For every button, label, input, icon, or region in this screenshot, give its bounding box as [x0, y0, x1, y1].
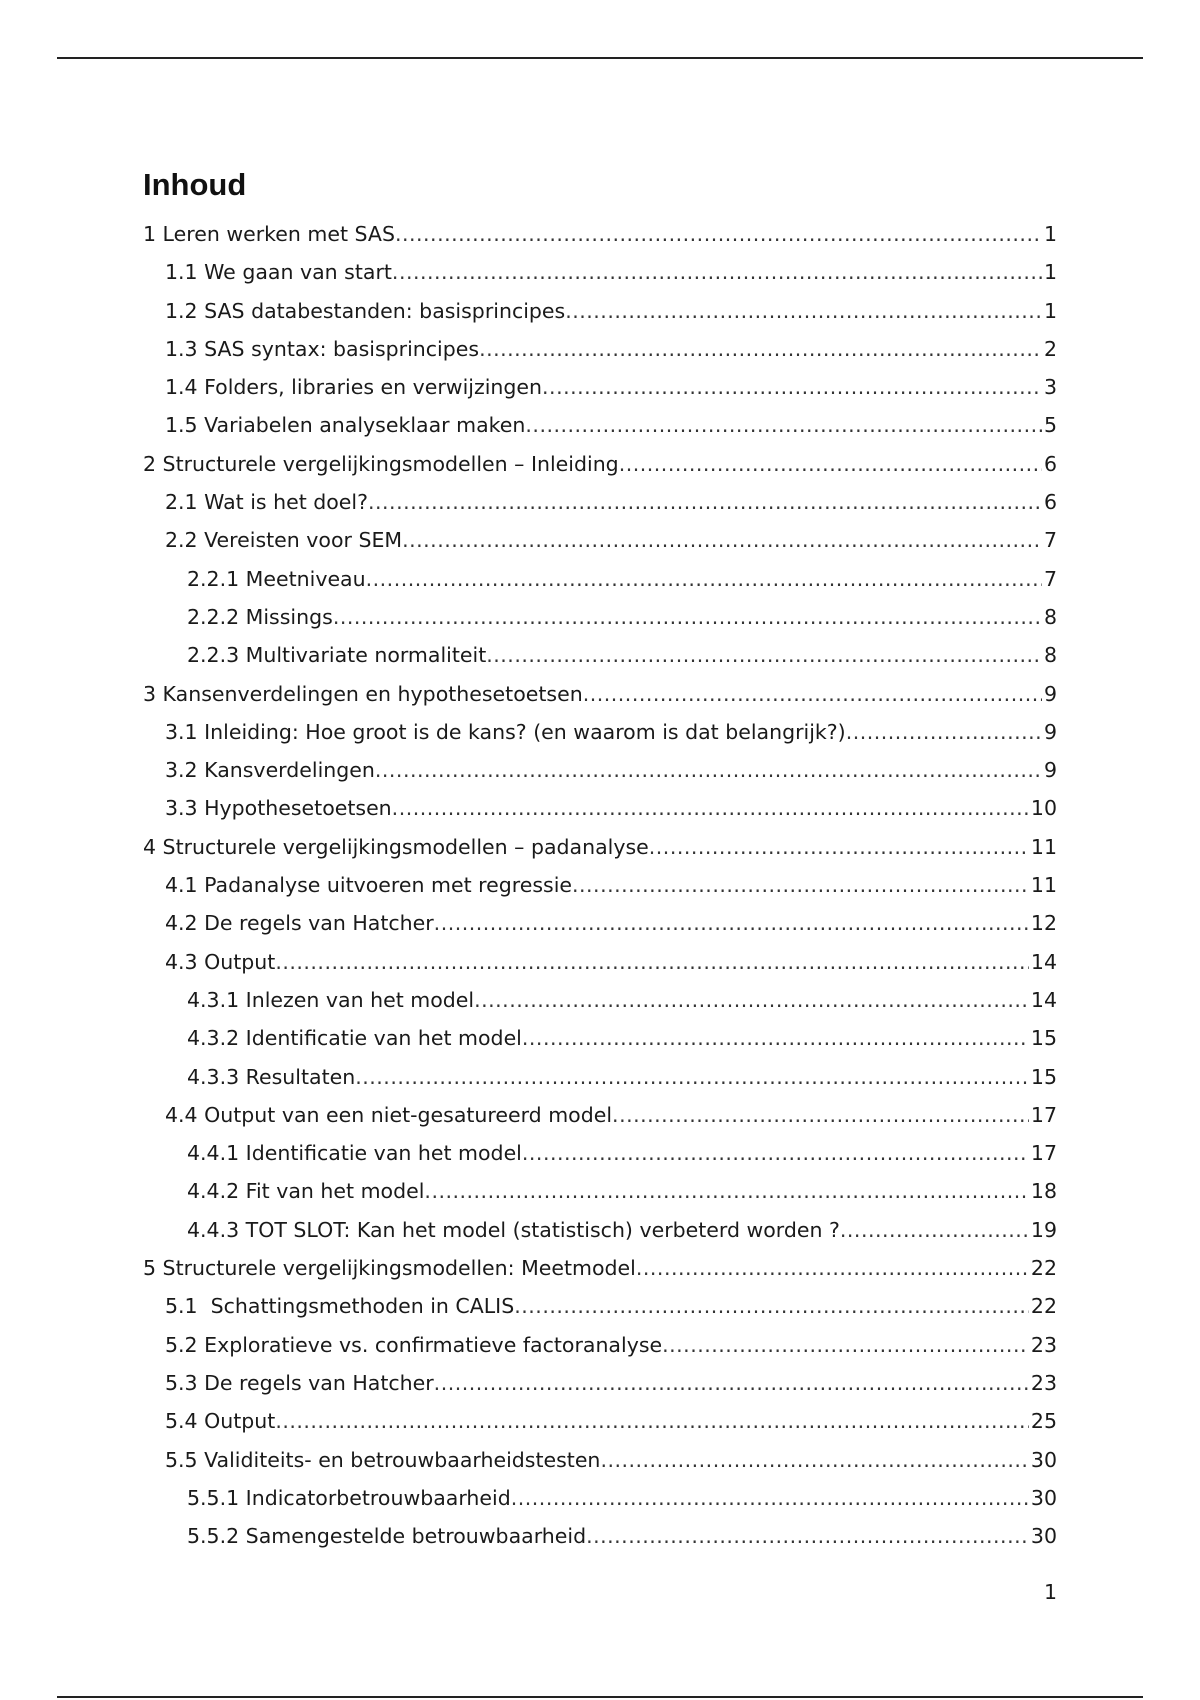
toc-entry[interactable]: [143, 292, 1057, 330]
dot-leader: [402, 521, 1042, 559]
toc-entry-title: 3.1 Inleiding: Hoe groot is de kans? (en waarom is dat belangrijk?): [165, 719, 846, 744]
toc-entry[interactable]: [143, 368, 1057, 406]
toc-entry-title: 5 Structurele vergelijkingsmodellen: Meetmodel: [143, 1256, 636, 1281]
toc-entry[interactable]: [143, 866, 1057, 904]
toc-entry[interactable]: [143, 713, 1057, 751]
toc-entry[interactable]: [143, 1479, 1057, 1517]
toc-entry-title: 4.4.2 Fit van het model: [187, 1179, 425, 1204]
toc-entry-title: 5.5.2 Samengestelde betrouwbaarheid: [187, 1524, 587, 1549]
toc-entry-page: 11: [1030, 834, 1057, 859]
toc-entry[interactable]: [143, 1402, 1057, 1440]
toc-entry-title: 4.1 Padanalyse uitvoeren met regressie: [165, 873, 572, 898]
toc-entry[interactable]: [143, 636, 1057, 674]
dot-leader: [846, 713, 1042, 751]
toc-entry[interactable]: [143, 751, 1057, 789]
toc-entry-title: 1.3 SAS syntax: basisprincipes: [165, 336, 480, 361]
toc-entry-title: 1.5 Variabelen analyseklaar maken: [165, 413, 526, 438]
toc-entry-page: 10: [1030, 796, 1057, 821]
toc-entry-page: 3: [1043, 375, 1057, 400]
dot-leader: [572, 866, 1029, 904]
toc-entry-page: 18: [1030, 1179, 1057, 1204]
toc-entry-page: 2: [1043, 336, 1057, 361]
dot-leader: [636, 1249, 1029, 1287]
dot-leader: [333, 598, 1042, 636]
toc-entry[interactable]: [143, 560, 1057, 598]
dot-leader: [619, 445, 1042, 483]
toc-entry-page: 23: [1030, 1332, 1057, 1357]
toc-entry[interactable]: [143, 1058, 1057, 1096]
toc-entry-title: 5.1 Schattingsmethoden in CALIS: [165, 1294, 515, 1319]
toc-entry-title: 3 Kansenverdelingen en hypothesetoetsen: [143, 681, 583, 706]
dot-leader: [434, 1364, 1029, 1402]
toc-entry-page: 12: [1030, 911, 1057, 936]
toc-entry[interactable]: [143, 904, 1057, 942]
toc-entry-page: 15: [1030, 1064, 1057, 1089]
toc-entry-page: 11: [1030, 873, 1057, 898]
toc-entry[interactable]: [143, 598, 1057, 636]
toc-entry-title: 4.4.3 TOT SLOT: Kan het model (statistisch) verbeterd worden ?: [187, 1217, 840, 1242]
dot-leader: [583, 675, 1042, 713]
toc-entry-page: 23: [1030, 1370, 1057, 1395]
dot-leader: [434, 904, 1029, 942]
toc-entry-page: 14: [1030, 987, 1057, 1012]
toc-entry-page: 30: [1030, 1485, 1057, 1510]
toc-entry-title: 1.2 SAS databestanden: basisprincipes: [165, 298, 566, 323]
toc-entry[interactable]: [143, 330, 1057, 368]
toc-entry-title: 4.3.2 Identificatie van het model: [187, 1026, 522, 1051]
toc-entry-page: 22: [1030, 1256, 1057, 1281]
dot-leader: [514, 1287, 1029, 1325]
toc-entry[interactable]: [143, 943, 1057, 981]
toc-entry-title: 3.2 Kansverdelingen: [165, 758, 375, 783]
toc-entry-title: 5.2 Exploratieve vs. confirmatieve factoranalyse: [165, 1332, 663, 1357]
toc-entry-title: 4.4.1 Identificatie van het model: [187, 1141, 522, 1166]
toc-entry[interactable]: [143, 1364, 1057, 1402]
toc-entry-page: 9: [1043, 681, 1057, 706]
toc-entry[interactable]: [143, 253, 1057, 291]
dot-leader: [662, 1326, 1029, 1364]
toc-entry[interactable]: [143, 1441, 1057, 1479]
toc-entry[interactable]: [143, 1517, 1057, 1555]
toc-entry-page: 8: [1043, 604, 1057, 629]
dot-leader: [542, 368, 1042, 406]
toc-entry[interactable]: [143, 981, 1057, 1019]
toc-entry[interactable]: [143, 1096, 1057, 1134]
toc-entry[interactable]: [143, 1326, 1057, 1364]
dot-leader: [474, 981, 1029, 1019]
toc-entry-page: 14: [1030, 949, 1057, 974]
toc-entry-page: 25: [1030, 1409, 1057, 1434]
dot-leader: [511, 1479, 1029, 1517]
toc-entry-title: 2.2.2 Missings: [187, 604, 333, 629]
page-number: 1: [1043, 1580, 1057, 1604]
dot-leader: [392, 253, 1042, 291]
toc-entry-page: 22: [1030, 1294, 1057, 1319]
dot-leader: [586, 1517, 1029, 1555]
toc-entry-page: 6: [1043, 451, 1057, 476]
dot-leader: [392, 789, 1029, 827]
header-rule: [57, 57, 1143, 59]
toc-entry-title: 4.2 De regels van Hatcher: [165, 911, 434, 936]
dot-leader: [525, 406, 1042, 444]
toc-entry-title: 4.4 Output van een niet-gesatureerd model: [165, 1102, 613, 1127]
toc-entry[interactable]: [143, 521, 1057, 559]
dot-leader: [522, 1134, 1029, 1172]
toc-entry[interactable]: [143, 1249, 1057, 1287]
toc-entry-page: 30: [1030, 1447, 1057, 1472]
toc-entry[interactable]: [143, 1287, 1057, 1325]
toc-entry[interactable]: [143, 1019, 1057, 1057]
toc-entry-title: 2 Structurele vergelijkingsmodellen – Inleiding: [143, 451, 619, 476]
toc-entry-page: 9: [1043, 758, 1057, 783]
toc-entry[interactable]: [143, 406, 1057, 444]
toc-entry-page: 9: [1043, 719, 1057, 744]
dot-leader: [424, 1172, 1028, 1210]
dot-leader: [486, 636, 1042, 674]
toc-entry[interactable]: [143, 1211, 1057, 1249]
toc-entry[interactable]: [143, 675, 1057, 713]
table-of-contents: [143, 215, 1057, 1555]
toc-entry-title: 4.3.1 Inlezen van het model: [187, 987, 475, 1012]
toc-entry-page: 7: [1043, 566, 1057, 591]
dot-leader: [355, 1058, 1029, 1096]
toc-entry-title: 5.5.1 Indicatorbetrouwbaarheid: [187, 1485, 511, 1510]
toc-entry-page: 30: [1030, 1524, 1057, 1549]
toc-entry-title: 5.4 Output: [165, 1409, 276, 1434]
toc-entry[interactable]: [143, 483, 1057, 521]
toc-entry-title: 4 Structurele vergelijkingsmodellen – padanalyse: [143, 834, 649, 859]
toc-entry-title: 5.3 De regels van Hatcher: [165, 1370, 434, 1395]
toc-entry-title: 4.3 Output: [165, 949, 276, 974]
toc-entry-title: 1.4 Folders, libraries en verwijzingen: [165, 375, 543, 400]
toc-title: Inhoud: [143, 167, 247, 202]
toc-entry[interactable]: [143, 789, 1057, 827]
toc-entry[interactable]: [143, 215, 1057, 253]
dot-leader: [366, 560, 1042, 598]
toc-entry[interactable]: [143, 1134, 1057, 1172]
toc-entry-title: 1 Leren werken met SAS: [143, 222, 395, 246]
dot-leader: [375, 751, 1042, 789]
toc-entry[interactable]: [143, 445, 1057, 483]
dot-leader: [565, 292, 1042, 330]
toc-entry-page: 6: [1043, 490, 1057, 515]
toc-entry-title: 2.1 Wat is het doel?: [165, 490, 368, 515]
dot-leader: [649, 828, 1029, 866]
toc-entry-title: 2.2.1 Meetniveau: [187, 566, 366, 591]
dot-leader: [395, 215, 1042, 253]
dot-leader: [612, 1096, 1029, 1134]
footer-rule: [57, 1696, 1143, 1698]
toc-entry-page: 15: [1030, 1026, 1057, 1051]
dot-leader: [275, 1402, 1029, 1440]
toc-entry-page: 7: [1043, 528, 1057, 553]
toc-entry[interactable]: [143, 828, 1057, 866]
toc-entry-title: 2.2.3 Multivariate normaliteit: [187, 643, 487, 668]
toc-entry-page: 17: [1030, 1102, 1057, 1127]
toc-entry-title: 2.2 Vereisten voor SEM: [165, 528, 403, 553]
dot-leader: [840, 1211, 1029, 1249]
toc-entry-title: 4.3.3 Resultaten: [187, 1064, 356, 1089]
toc-entry-page: 19: [1030, 1217, 1057, 1242]
dot-leader: [600, 1441, 1028, 1479]
toc-entry-title: 3.3 Hypothesetoetsen: [165, 796, 392, 821]
dot-leader: [522, 1019, 1029, 1057]
toc-entry-title: 5.5 Validiteits- en betrouwbaarheidstesten: [165, 1447, 601, 1472]
dot-leader: [479, 330, 1042, 368]
toc-entry-page: 8: [1043, 643, 1057, 668]
toc-entry-page: 17: [1030, 1141, 1057, 1166]
toc-entry-page: 1: [1043, 298, 1057, 323]
toc-entry-page: 5: [1043, 413, 1057, 438]
toc-entry-title: 1.1 We gaan van start: [165, 260, 392, 285]
toc-entry[interactable]: [143, 1172, 1057, 1210]
dot-leader: [368, 483, 1042, 521]
toc-entry-page: 1: [1043, 222, 1057, 246]
dot-leader: [275, 943, 1029, 981]
toc-entry-page: 1: [1043, 260, 1057, 285]
